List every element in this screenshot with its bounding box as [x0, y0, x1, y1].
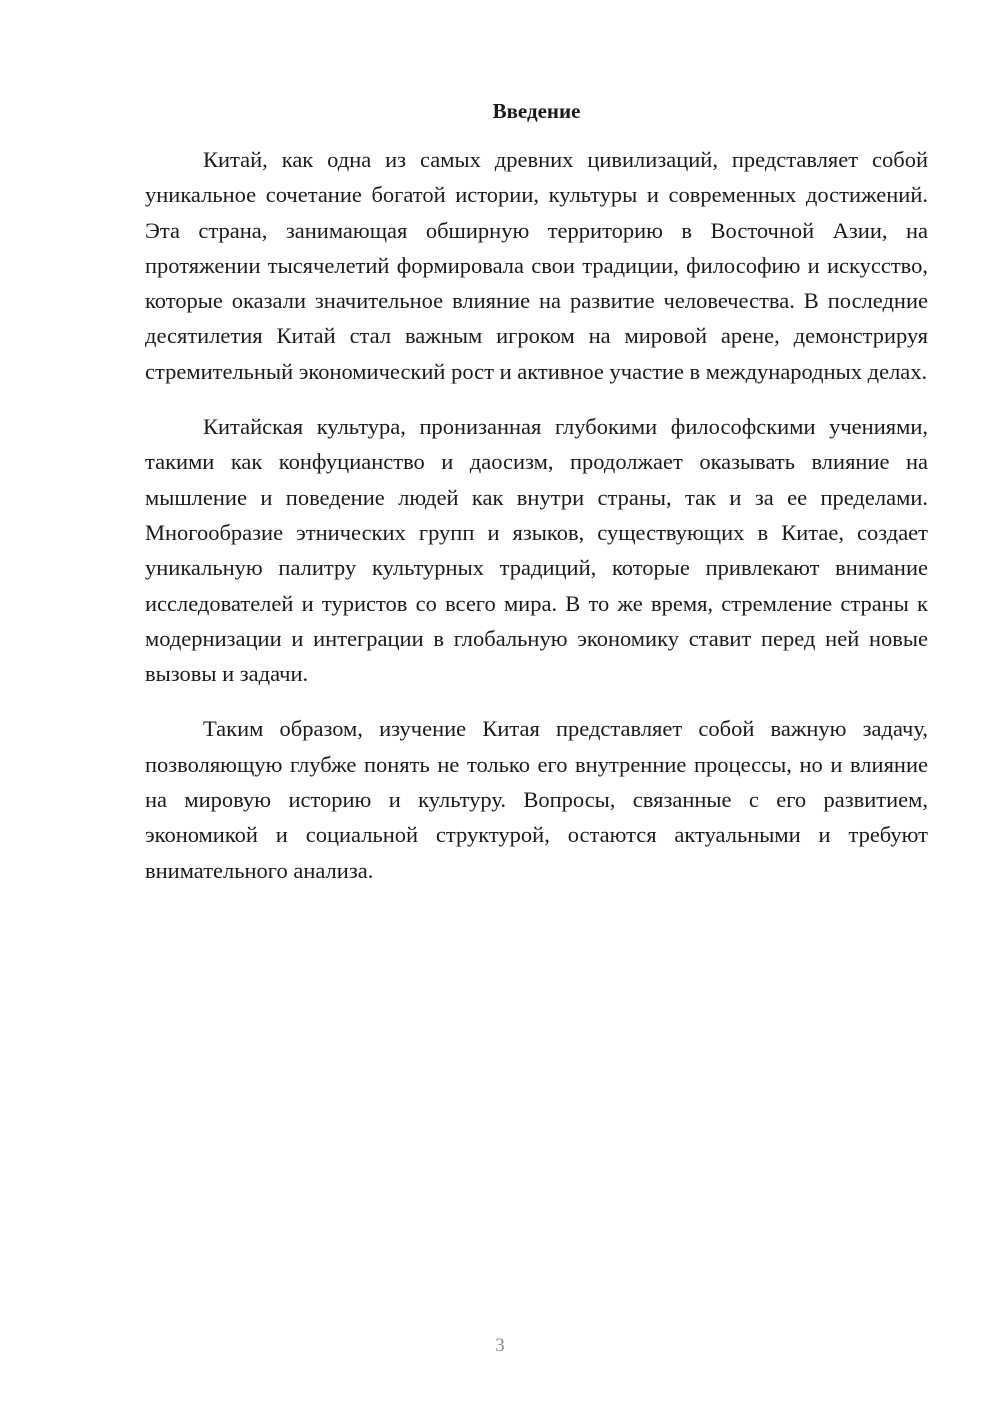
- section-heading: Введение: [492, 99, 581, 123]
- page-number: 3: [495, 1335, 505, 1356]
- paragraph-3: Таким образом, изучение Китая представляет собой важную задачу, позволяющую глубже понять не только его внутренние процессы, но и влияние на мировую историю и культуру. Вопросы, связанные с его развитием, экономикой и социальной структурой, остаются актуальными и требуют внимательного анализа.: [145, 716, 928, 883]
- body-text: [145, 142, 928, 908]
- paragraph-2: Китайская культура, пронизанная глубокими философскими учениями, такими как конфуцианство и даосизм, продолжает оказывать влияние на мышление и поведение людей как внутри страны, так и за ее пределами. Многообразие этнических групп и языков, существующих в Китае, создает уникальную палитру культурных традиций, которые привлекают внимание исследователей и туристов со всего мира. В то же время, стремление страны к модернизации и интеграции в глобальную экономику ставит перед ней новые вызовы и задачи.: [145, 414, 928, 687]
- paragraph-1: Китай, как одна из самых древних цивилизаций, представляет собой уникальное сочетание богатой истории, культуры и современных достижений. Эта страна, занимающая обширную территорию в Восточной Азии, на протяжении тысячелетий формировала свои традиции, философию и искусство, которые оказали значительное влияние на развитие человечества. В последние десятилетия Китай стал важным игроком на мировой арене, демонстрируя стремительный экономический рост и активное участие в международных делах.: [145, 147, 928, 384]
